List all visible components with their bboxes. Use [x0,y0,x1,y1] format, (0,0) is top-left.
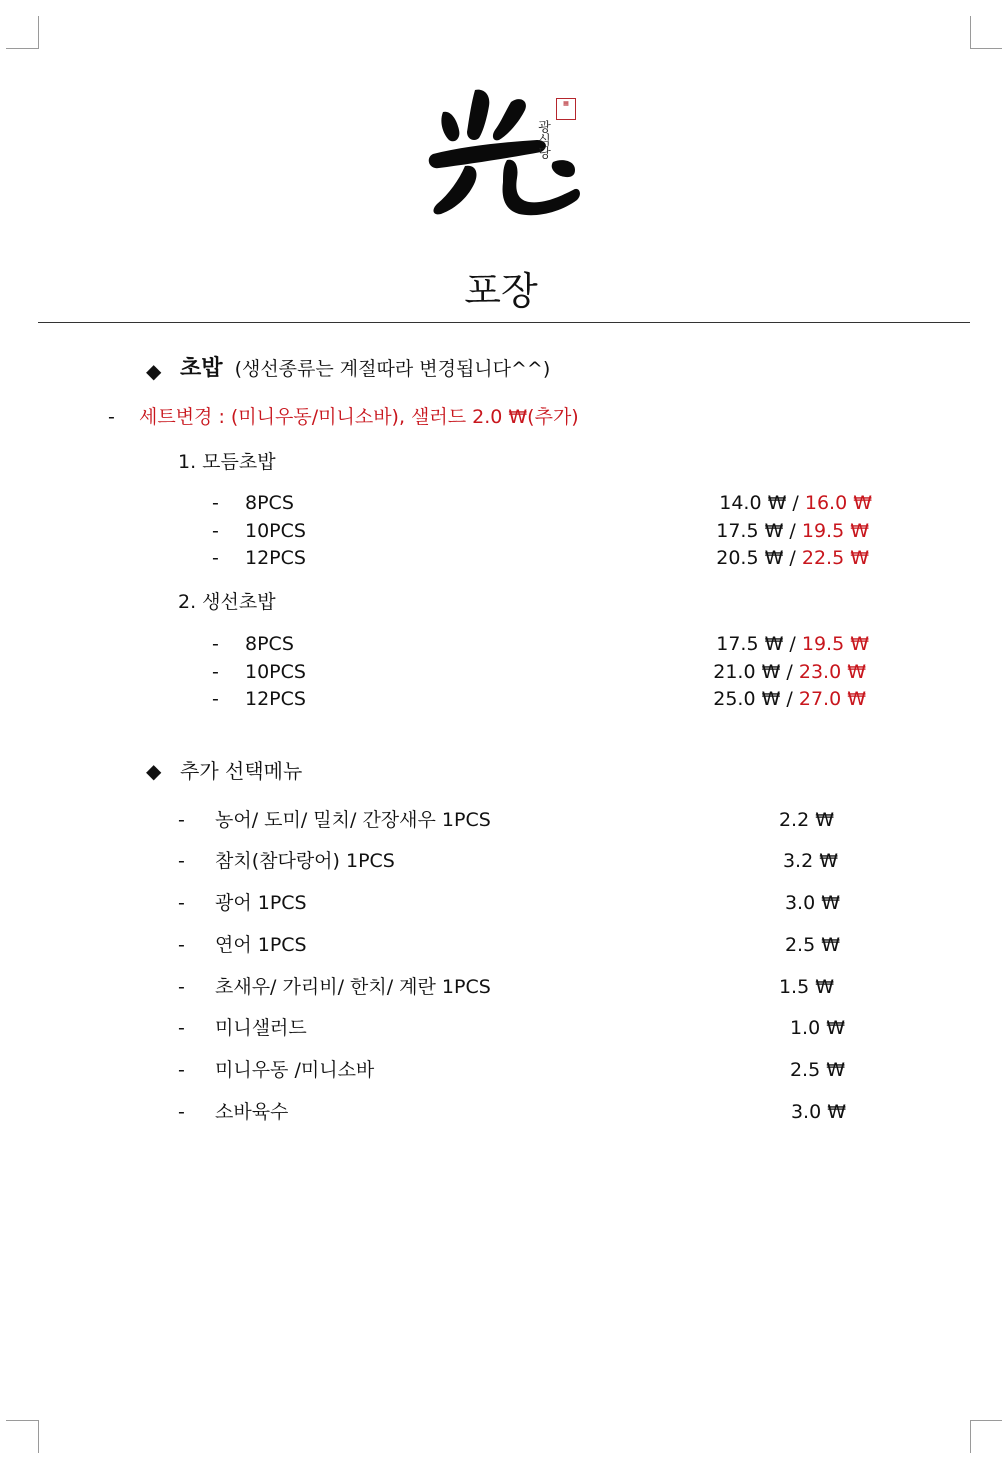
extra-item-name: 초새우/ 가리비/ 한치/ 계란 1PCS [215,976,491,998]
logo-seal-stamp: ▦ [556,98,576,120]
list-item-dash: - [212,547,219,569]
section-heading-extras: 추가 선택메뉴 [180,759,303,783]
section-heading-sushi-title: 초밥 [180,356,223,381]
section-heading-sushi [180,357,550,381]
list-item-dash: - [178,809,185,831]
list-item-name: 12PCS [245,547,306,569]
crop-mark-bottom-right [970,1420,1002,1453]
list-item-price [713,687,866,711]
list-item-name: 10PCS [245,661,306,683]
list-item-dash: - [178,850,185,872]
group-title-assorted-sushi: 1. 모듬초밥 [178,451,276,473]
set-price: 22.5 ₩ [801,547,869,569]
list-item-name: 12PCS [245,688,306,710]
list-item-dash: - [178,1017,185,1039]
list-item-dash: - [178,1101,185,1123]
list-item-dash: - [178,1059,185,1081]
group-title-fish-sushi: 2. 생선초밥 [178,591,276,613]
regular-price: 21.0 ₩ / [713,661,799,683]
list-item-name: 8PCS [245,633,294,655]
list-item-name: 10PCS [245,520,306,542]
list-item-name: 8PCS [245,492,294,514]
set-change-note: 세트변경 : (미니우동/미니소바), 샐러드 2.0 ₩(추가) [139,406,579,428]
regular-price: 17.5 ₩ / [716,520,802,542]
set-price: 23.0 ₩ [798,661,866,683]
extra-item-price: 2.5 ₩ [784,934,840,956]
set-price: 19.5 ₩ [801,633,869,655]
section-heading-sushi-note: (생선종류는 계절따라 변경됩니다^^) [234,358,551,380]
list-item-price [716,546,869,570]
extra-item-price: 2.2 ₩ [778,809,834,831]
regular-price: 17.5 ₩ / [716,633,802,655]
set-price: 19.5 ₩ [801,520,869,542]
list-item-price [719,491,872,515]
diamond-bullet-icon: ◆ [146,759,162,783]
extra-item-name: 소바육수 [215,1101,289,1123]
logo-vertical-name: 광식당 [535,120,550,159]
list-item-price [716,519,869,543]
extra-item-name: 연어 1PCS [215,934,307,956]
extra-item-name: 참치(참다랑어) 1PCS [215,850,395,872]
extra-item-price: 1.0 ₩ [789,1017,845,1039]
page-title: 포장 [464,269,538,313]
crop-mark-top-right [970,16,1002,49]
extra-item-price: 1.5 ₩ [778,976,834,998]
crop-mark-top-left [6,16,39,49]
list-item-dash: - [178,976,185,998]
extra-item-price: 3.0 ₩ [790,1101,846,1123]
regular-price: 14.0 ₩ / [719,492,805,514]
list-item-dash: - [212,520,219,542]
extra-item-name: 미니샐러드 [215,1017,307,1039]
extra-item-name: 미니우동 /미니소바 [215,1059,375,1081]
list-item-price [713,660,866,684]
extra-item-price: 2.5 ₩ [789,1059,845,1081]
title-divider [38,322,970,323]
extra-item-price: 3.0 ₩ [784,892,840,914]
regular-price: 20.5 ₩ / [716,547,802,569]
set-price: 27.0 ₩ [798,688,866,710]
extra-item-price: 3.2 ₩ [782,850,838,872]
list-item-price [716,632,869,656]
list-item-dash: - [212,633,219,655]
list-item-dash: - [178,892,185,914]
list-item-dash: - [212,492,219,514]
list-item-dash: - [212,661,219,683]
list-item-dash: - [178,934,185,956]
set-change-dash: - [108,406,115,428]
extra-item-name: 광어 1PCS [215,892,307,914]
diamond-bullet-icon: ◆ [146,359,162,383]
crop-mark-bottom-left [6,1420,39,1453]
list-item-dash: - [212,688,219,710]
regular-price: 25.0 ₩ / [713,688,799,710]
extra-item-name: 농어/ 도미/ 밀치/ 간장새우 1PCS [215,809,491,831]
set-price: 16.0 ₩ [804,492,872,514]
